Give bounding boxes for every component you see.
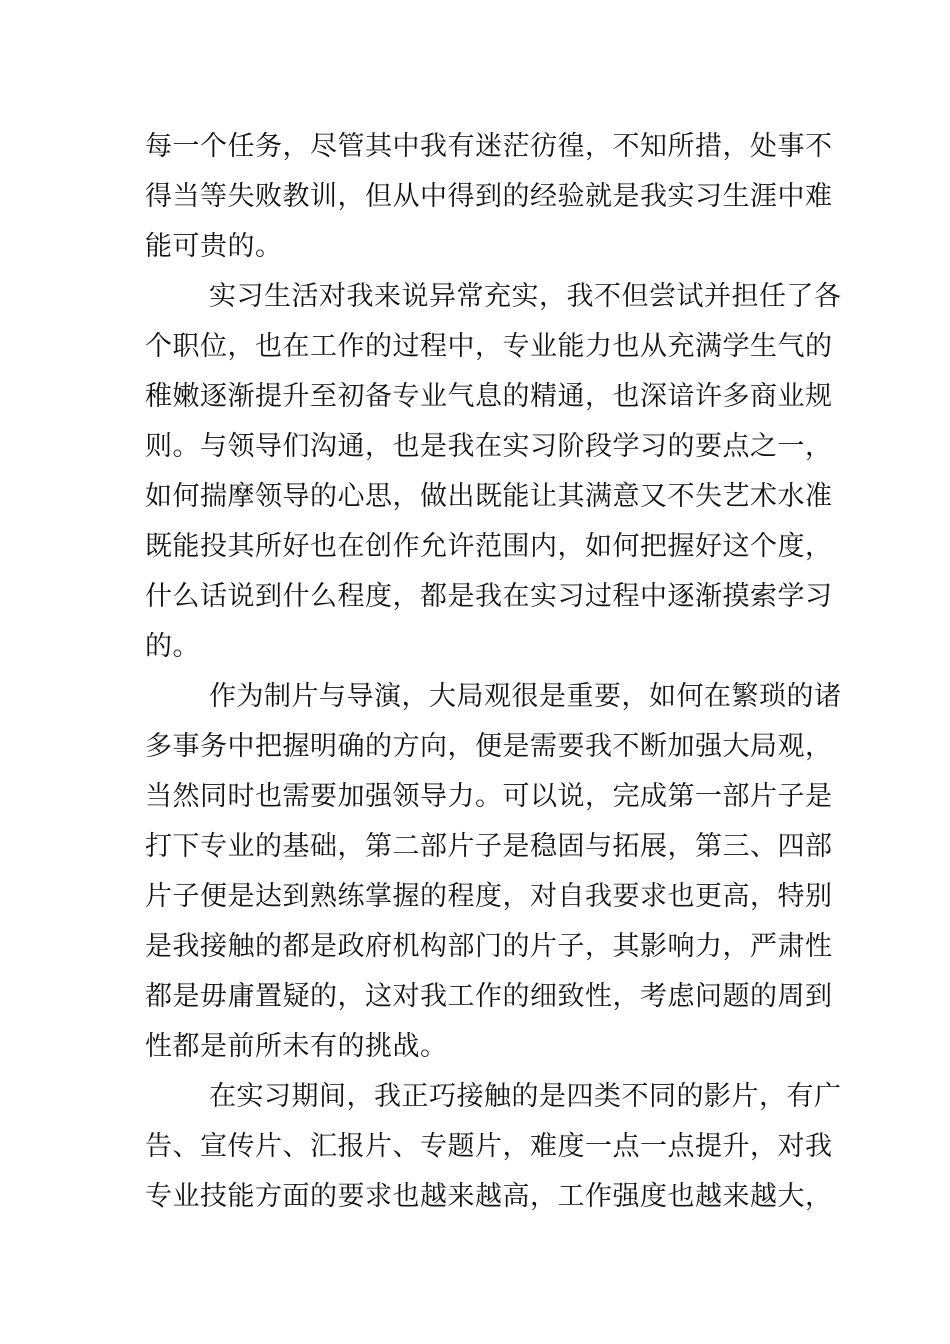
text-line: 是我接触的都是政府机构部门的片子，其影响力，严肃性 — [145, 931, 833, 962]
text-line: 如何揣摩领导的心思，做出既能让其满意又不失艺术水准 — [145, 481, 833, 512]
text-line: 多事务中把握明确的方向，便是需要我不断加强大局观， — [145, 731, 833, 762]
paragraph-4 — [145, 1072, 842, 1222]
text-line: 的。 — [145, 631, 200, 662]
paragraph-1 — [145, 122, 833, 272]
text-line: 每一个任务，尽管其中我有迷茫彷徨，不知所措，处事不 — [145, 131, 833, 162]
text-line: 性都是前所未有的挑战。 — [145, 1031, 448, 1062]
text-line: 则。与领导们沟通，也是我在实习阶段学习的要点之一， — [145, 431, 833, 462]
text-line: 稚嫩逐渐提升至初备专业气息的精通，也深谙许多商业规 — [145, 381, 833, 412]
text-line: 片子便是达到熟练掌握的程度，对自我要求也更高，特别 — [145, 881, 833, 912]
text-line: 作为制片与导演，大局观很是重要，如何在繁琐的诸 — [209, 681, 842, 712]
paragraph-2 — [145, 272, 842, 672]
text-line: 告、宣传片、汇报片、专题片，难度一点一点提升，对我 — [145, 1131, 833, 1162]
body-text — [145, 122, 842, 1222]
text-line: 当然同时也需要加强领导力。可以说，完成第一部片子是 — [145, 781, 833, 812]
text-line: 在实习期间，我正巧接触的是四类不同的影片，有广 — [209, 1081, 842, 1112]
text-line: 都是毋庸置疑的，这对我工作的细致性，考虑问题的周到 — [145, 981, 833, 1012]
text-line: 什么话说到什么程度，都是我在实习过程中逐渐摸索学习 — [145, 581, 833, 612]
paragraph-3 — [145, 672, 842, 1072]
text-line: 打下专业的基础，第二部片子是稳固与拓展，第三、四部 — [145, 831, 833, 862]
text-line: 能可贵的。 — [145, 231, 283, 262]
text-line: 得当等失败教训，但从中得到的经验就是我实习生涯中难 — [145, 181, 833, 212]
text-line: 个职位，也在工作的过程中，专业能力也从充满学生气的 — [145, 331, 833, 362]
text-line: 专业技能方面的要求也越来越高，工作强度也越来越大， — [145, 1181, 833, 1212]
text-line: 既能投其所好也在创作允许范围内，如何把握好这个度， — [145, 531, 833, 562]
text-line: 实习生活对我来说异常充实，我不但尝试并担任了各 — [209, 281, 842, 312]
